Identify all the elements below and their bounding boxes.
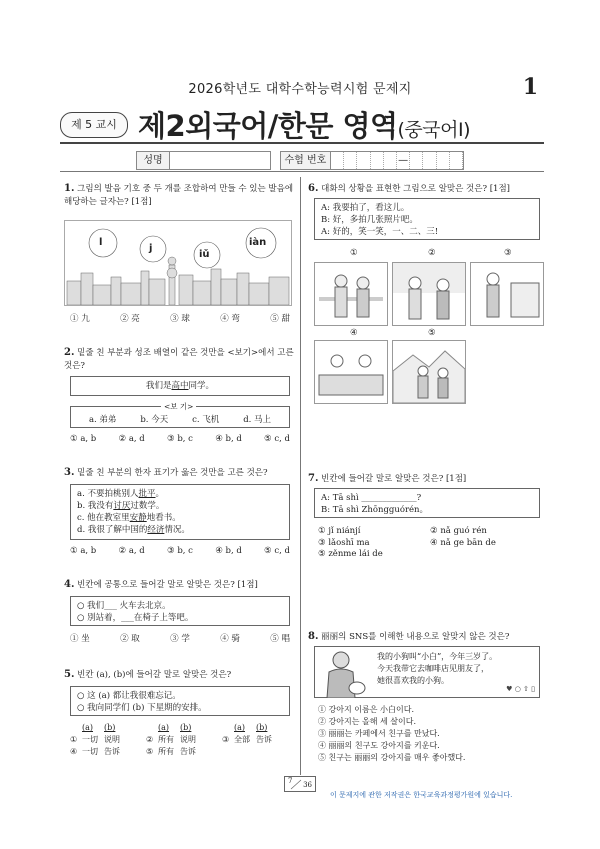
sentence-line: ○ 我们___ 火车去北京。 (77, 601, 171, 611)
dialog-line: A: 好的，笑一笑，一、二、三! (321, 227, 439, 237)
items-box (70, 484, 290, 540)
header-rule (60, 171, 544, 172)
bogi-box (70, 402, 290, 428)
exam-number-cell[interactable] (410, 152, 423, 169)
column-a: (a) (82, 723, 94, 732)
sns-line: 今天我带它去咖啡店见朋友了， (377, 664, 489, 673)
option-1[interactable]: ① jǐ niánjí (318, 526, 361, 536)
sentence-box (70, 376, 290, 396)
sentence-box (70, 686, 290, 716)
outdoor-scene-image (393, 341, 465, 403)
dialog-line: A: 我要拍了，看这儿。 (321, 203, 410, 213)
page-total: 36 (303, 781, 312, 789)
question-6 (308, 182, 544, 196)
heart-icon[interactable]: ♥ (506, 685, 513, 693)
exam-number-cell[interactable] (331, 152, 344, 169)
picture-option-2[interactable] (392, 262, 466, 326)
exam-number-cell[interactable] (437, 152, 450, 169)
question-text: 그림의 발음 기호 중 두 개를 조합하여 만들 수 있는 발음에 해당하는 글자는? [1점] (64, 184, 294, 207)
pinyin-label: l (99, 237, 103, 248)
question-number: 8. (308, 631, 319, 642)
pinyin-label: iàn (249, 237, 267, 248)
option-3[interactable]: ③ b, c (167, 546, 193, 556)
bogi-item: c. 飞机 (192, 415, 220, 425)
column-divider (300, 177, 301, 775)
copyright-note: 이 문제지에 관한 저작권은 한국교육과정평가원에 있습니다. (330, 791, 513, 799)
picture-label: ⑤ (428, 328, 436, 338)
page-indicator (284, 776, 316, 792)
question-number: 2. (64, 347, 75, 358)
question-4 (64, 578, 294, 592)
question-number: 4. (64, 579, 75, 590)
answer-table: (a) (b) (a) (b) (a) (b) ① 一切 说明 ② 所有 说明 ③ 全部 告诉 ④ 一切 告诉 ⑤ 所有 告诉 (70, 722, 294, 758)
exam-number-cell[interactable] (344, 152, 357, 169)
pinyin-label: iǔ (199, 249, 210, 260)
share-icon[interactable]: ⇧ (523, 685, 529, 693)
exam-number-cell[interactable] (450, 152, 463, 169)
option-3[interactable]: ③ 学 (170, 634, 190, 644)
option-5[interactable]: ⑤ 唱 (270, 634, 290, 644)
option-2[interactable]: ② 亮 (120, 314, 140, 324)
option-3[interactable]: ③ lǎoshī ma (318, 537, 370, 548)
dialog-box (314, 488, 540, 518)
option-4[interactable]: ④ 丽丽의 친구도 강아지를 키운다. (318, 741, 440, 750)
exam-number-cell[interactable] (371, 152, 384, 169)
item-line: d. 我很了解中国的经济情况。 (77, 525, 190, 535)
option-4[interactable]: ④ (70, 747, 78, 756)
option-1[interactable]: ① 강아지 이름은 小白이다. (318, 705, 414, 714)
office-scene-image (315, 341, 387, 403)
question-8 (308, 630, 544, 644)
sns-line: 她很喜欢我的小狗。 (377, 676, 449, 685)
kitchen-scene-image (315, 263, 387, 325)
exam-number-field[interactable] (280, 151, 464, 170)
option-3[interactable]: ③ 球 (170, 314, 190, 324)
sentence-text: 我们是 (145, 381, 172, 391)
question-number: 6. (308, 183, 319, 194)
option-5[interactable]: ⑤ c, d (264, 546, 290, 556)
bogi-label: <보 기> (161, 401, 196, 413)
question-text: 밑줄 친 부분의 한자 표기가 옳은 것만을 고른 것은? (77, 468, 268, 478)
question-text: 빈칸 (a), (b)에 들어갈 말로 알맞은 것은? (77, 670, 232, 680)
answer-options (70, 546, 290, 556)
question-text: 밑줄 친 부분과 성조 배열이 같은 것만을 <보기>에서 고른 것은? (64, 348, 294, 371)
picture-label: ④ (350, 328, 358, 338)
subject-sub: (중국어Ⅰ) (397, 119, 470, 141)
question-5 (64, 668, 294, 682)
answer-options (70, 632, 290, 644)
item-line: c. 他在教室里安静地看书。 (77, 513, 181, 523)
shop-scene-image (471, 263, 543, 325)
option-4[interactable]: ④ 弯 (220, 314, 240, 324)
question-number: 1. (64, 183, 75, 194)
sns-line: 我的小狗叫“小白”，今年三岁了。 (377, 652, 498, 661)
skyline-image (65, 221, 291, 305)
answer-options (70, 312, 290, 324)
firework (89, 229, 117, 257)
subject-main: 제2외국어/한문 영역 (138, 109, 398, 143)
question-text: 丽丽의 SNS를 이해한 내용으로 알맞지 않은 것은? (321, 632, 510, 642)
question-number: 5. (64, 669, 75, 680)
underlined-word: 高中 (171, 381, 189, 391)
option-5[interactable]: ⑤ 친구는 丽丽의 강아지를 매우 좋아했다. (318, 753, 466, 762)
question-text: 빈칸에 공통으로 들어갈 말로 알맞은 것은? [1점] (77, 580, 258, 590)
picture-label: ① (350, 248, 358, 258)
option-1[interactable]: ① a, b (70, 434, 97, 444)
column-b: (b) (104, 723, 116, 732)
sentence-line: ○ 这 (a) 都让我很难忘记。 (77, 691, 181, 701)
option-1[interactable]: ① 坐 (70, 634, 90, 644)
pinyin-label: j (149, 243, 153, 254)
exam-number-cell[interactable] (357, 152, 370, 169)
dialog-line: A: Tā shì _____________? (321, 493, 422, 503)
option-5[interactable]: ⑤ c, d (264, 434, 290, 444)
dialog-line: B: 好，多拍几张照片吧。 (321, 215, 418, 225)
sentence-line: ○ 我向同学们 (b) 下星期的安排。 (77, 703, 207, 713)
question-text: 빈칸에 들어갈 말로 알맞은 것은? [1점] (321, 474, 467, 484)
bogi-item: b. 今天 (140, 415, 169, 425)
item-line: b. 我没有讨厌过数学。 (77, 501, 165, 511)
sentence-line: ○ 別站着，___在椅子上等吧。 (77, 613, 194, 623)
picture-option-5[interactable] (392, 340, 466, 404)
photo-scene-image (393, 263, 465, 325)
bogi-item: d. 马上 (243, 415, 272, 425)
option-4[interactable]: ④ b, d (215, 434, 242, 444)
sentence-box (70, 596, 290, 626)
column-a: (a) (158, 723, 170, 732)
option-4[interactable]: ④ nǎ ge bān de (430, 537, 496, 548)
option-3[interactable]: ③ 丽丽는 카페에서 친구를 만났다. (318, 729, 440, 738)
page-current: 7 (288, 777, 293, 785)
answer-options (318, 704, 544, 764)
option-4[interactable]: ④ 骑 (220, 634, 240, 644)
question-7 (308, 472, 544, 486)
girl-with-dog-image (317, 648, 375, 698)
skyline-illustration (64, 220, 292, 306)
exam-number-label: 수험 번호 (281, 152, 331, 169)
exam-header-title: 2026학년도 대학수학능력시험 문제지 (188, 82, 412, 97)
option-2[interactable]: ② 取 (120, 634, 140, 644)
firework (140, 236, 166, 262)
item-line: a. 不要拍桃别人批平。 (77, 489, 165, 499)
picture-option-4[interactable] (314, 340, 388, 404)
exam-number-cell[interactable] (423, 152, 436, 169)
picture-label: ③ (504, 248, 512, 258)
bookmark-icon[interactable]: ▯ (531, 685, 535, 693)
name-field[interactable] (136, 151, 271, 170)
option-4[interactable]: ④ b, d (215, 546, 242, 556)
subject-title (138, 104, 470, 145)
column-b: (b) (256, 723, 268, 732)
answer-options (70, 434, 290, 444)
option-2[interactable]: ② a, d (118, 434, 145, 444)
dialog-box (314, 198, 540, 240)
sentence-text: 同学。 (188, 381, 215, 391)
picture-label: ② (428, 248, 436, 258)
option-5[interactable]: ⑤ 甜 (270, 314, 290, 324)
question-3 (64, 466, 294, 480)
question-1 (64, 182, 294, 209)
option-3[interactable]: ③ b, c (167, 434, 193, 444)
option-5[interactable]: ⑤ zěnme lái de (318, 549, 383, 559)
question-number: 3. (64, 467, 75, 478)
column-b: (b) (180, 723, 192, 732)
comment-icon[interactable]: ○ (514, 685, 521, 693)
answer-options (318, 526, 538, 561)
option-5[interactable]: ⑤ (146, 747, 154, 756)
exam-number-cell[interactable] (384, 152, 397, 169)
picture-option-1[interactable] (314, 262, 388, 326)
option-2[interactable]: ② nǎ guó rén (430, 526, 487, 536)
picture-option-3[interactable] (470, 262, 544, 326)
sns-post (314, 646, 540, 698)
option-1[interactable]: ① (70, 735, 78, 744)
exam-number-dash: — (397, 152, 410, 169)
option-3[interactable]: ③ (222, 735, 230, 744)
question-text: 대화의 상황을 표현한 그림으로 알맞은 것은? [1점] (321, 184, 510, 194)
column-a: (a) (234, 723, 246, 732)
question-number: 7. (308, 473, 319, 484)
question-2 (64, 346, 294, 373)
bogi-item: a. 弟弟 (88, 415, 117, 425)
page-number: 1 (522, 74, 538, 100)
option-2[interactable]: ② (146, 735, 154, 744)
name-label: 성명 (137, 152, 170, 169)
dialog-line: B: Tā shì Zhōngguórén。 (321, 505, 429, 515)
option-1[interactable]: ① 九 (70, 314, 90, 324)
option-1[interactable]: ① a, b (70, 546, 97, 556)
option-2[interactable]: ② a, d (118, 546, 145, 556)
option-2[interactable]: ② 강아지는 올해 세 살이다. (318, 717, 416, 726)
period-badge: 제 5 교시 (60, 112, 128, 138)
header-rule (60, 142, 544, 144)
